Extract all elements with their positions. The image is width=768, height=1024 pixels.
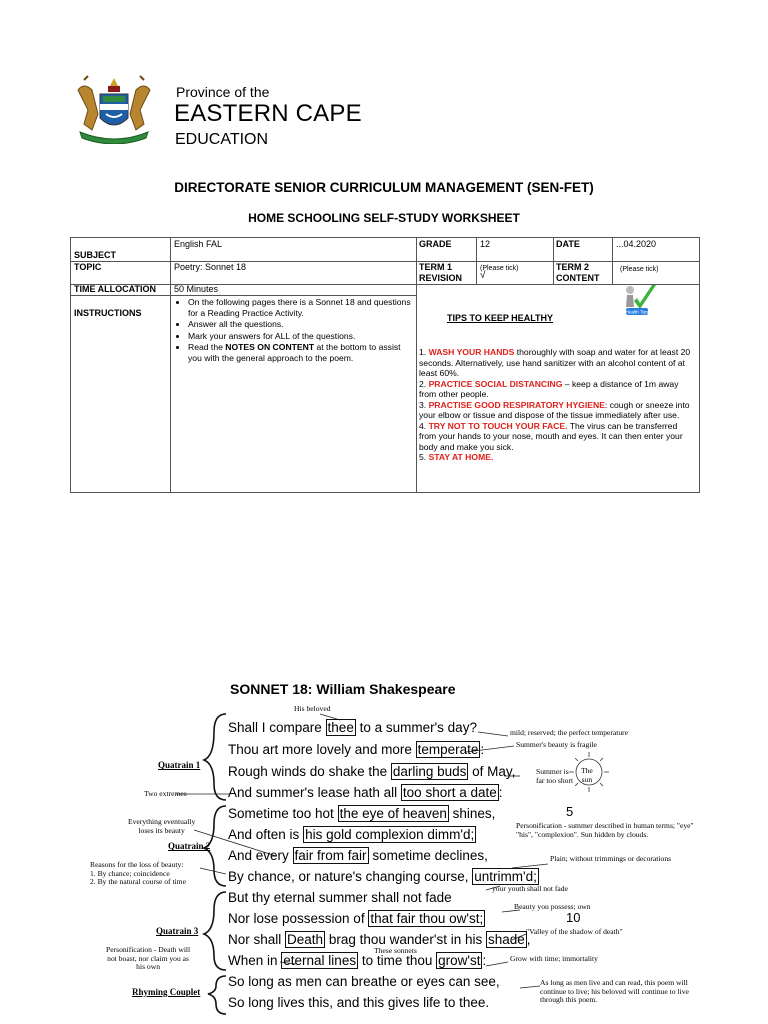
poem-line-5 [228,806,495,821]
poem-text: shines, [448,806,496,821]
boxed-word: fair from fair [294,848,367,863]
poem-line-1 [228,720,477,735]
tip-number: 1. [419,347,429,357]
time-value: 50 Minutes [174,284,219,294]
poem-text: sometime declines, [368,848,488,863]
poem-text: When in [228,953,282,968]
tip-heading: STAY AT HOME. [428,452,494,462]
poem-text: Shall I compare [228,720,326,735]
boxed-word: shade [487,932,525,947]
poem-text: Nor shall [228,932,286,947]
term1-label [419,262,462,284]
subject-label: SUBJECT [74,250,117,260]
tip-body: The virus can be transferred from your hands to your nose, mouth and eyes. It can then enter your body and make you sick. [419,420,683,452]
poem-line-12: When in eternal lines to time thou grow'st : [228,953,487,968]
annotation-mild: mild; reserved; the perfect temperature [510,728,629,737]
poem-text: Nor lose possession of [228,911,369,926]
annotation-valley: "Valley of the shadow of death" [526,927,623,936]
annotation-summer-short [536,768,573,785]
tip-number: 3. [419,399,429,410]
tip-heading: WASH YOUR HANDS [428,347,515,357]
boxed-word: temperate [417,742,479,757]
poem-text: of May, [468,764,516,779]
boxed-word: Death [287,932,324,947]
annotation-line: Reasons for the loss of beauty: [90,860,184,869]
poem-line-8 [228,869,539,884]
health-tips-caption: Health Tips [625,309,649,315]
annotation-youth: your youth shall not fade [492,884,568,893]
poem-line-13: So long as men can breathe or eyes can see, [228,974,500,989]
poem-text: And every [228,848,293,863]
rhyming-couplet-label: Rhyming Couplet [132,987,201,997]
notes-on-content-label: NOTES ON CONTENT [225,342,315,353]
poem-text: Thou art more lovely and more [228,742,416,757]
annotation-these-sonnets: These sonnets [374,946,417,955]
tip-number: 4. [419,420,429,431]
annotation-sun [581,767,593,784]
annotation-personification-sun [516,822,694,839]
term1-note: (Please tick) [480,265,519,272]
quatrain-1-label: Quatrain 1 [158,760,201,770]
coat-of-arms-logo [70,74,158,144]
health-check-icon [622,281,658,317]
tip-number: 5. [419,452,429,462]
department-sub: EDUCATION [175,131,269,148]
grade-value: 12 [480,239,491,249]
instruction-text: at the bottom to assist you with the general approach to the poem. [188,342,401,363]
tip-body: – keep a distance of 1m away from other people. [419,378,679,399]
poem-line-10 [228,911,485,926]
tip-item [419,347,695,379]
poem-text: to a summer's day? [355,720,477,735]
annotation-fragile: Summer's beauty is fragile [516,740,597,749]
boxed-word: untrimm'd; [474,869,537,884]
poem-line-3 [228,764,515,779]
sonnet-annotated-figure [90,672,740,1024]
sonnet-title: SONNET 18: William Shakespeare [230,681,456,697]
tip-item [419,400,695,421]
poem-line-9: But thy eternal summer shall not fade [228,890,452,905]
boxed-word: grow'st [438,953,481,968]
tips-title: TIPS TO KEEP HEALTHY [447,313,554,323]
term1-label-line1: TERM 1 [419,262,453,272]
annotation-line: Personification - Death will [106,945,191,954]
poem-text: And often is [228,827,304,842]
term1-label-line2: REVISION [419,273,463,283]
poem-line-11: Nor shall Death brag thou wander'st in his shade , [228,932,531,947]
tip-body: thoroughly with soap and water for at least 20 seconds. Alternatively, use hand sanitizer with an alcohol content of at least 60%. [419,347,691,378]
term2-label-line2: CONTENT [556,273,600,283]
annotation-line: 2. By the natural course of time [90,877,186,887]
tip-heading: PRACTICE SOCIAL DISTANCING [428,378,563,389]
subject-value: English FAL [174,239,223,249]
annotation-line: As long as men live and can read, this poem will [540,978,688,987]
tip-item [419,379,695,400]
instruction-item: • On the following pages there is a Sonnet 18 and questions for a Reading Practice Activity. [188,297,412,318]
poem-text: Sometime too hot [228,806,338,821]
boxed-word: darling buds [392,764,467,779]
poem-text: And summer's lease hath all [228,785,401,800]
tips-list [419,347,695,463]
boxed-word: that fair thou ow'st; [370,911,484,926]
topic-label: TOPIC [74,262,102,272]
annotation-line: loses its beauty [138,825,185,835]
directorate-title: DIRECTORATE SENIOR CURRICULUM MANAGEMENT (SEN-FET) [174,180,594,195]
date-label: DATE [556,239,580,249]
annotation-line: through this poem. [540,995,598,1005]
info-table [70,237,700,493]
annotation-his-beloved: His beloved [294,704,331,713]
annotation-line: his own [136,962,160,972]
time-label: TIME ALLOCATION [74,284,156,294]
quatrain-2-label: Quatrain 2 [168,841,211,851]
annotation-line: "his", "complexion". Sun hidden by clouds. [516,829,649,839]
annotation-as-long [540,979,689,1005]
annotation-line: Personification - summer described in human terms; "eye" [516,821,694,830]
tip-heading: TRY NOT TO TOUCH YOUR FACE. [428,420,568,431]
boxed-word: the eye of heaven [339,806,447,821]
instruction-text: Read the [188,342,226,353]
annotation-beauty-own: Beauty you possess; own [514,902,591,911]
line-number-5: 5 [566,804,574,819]
tip-heading: PRACTISE GOOD RESPIRATORY HYGIENE [428,399,605,410]
term1-tick[interactable]: √ [480,270,486,281]
annotation-line: sun [581,774,593,784]
poem-text: Rough winds do shake the [228,764,391,779]
boxed-word: eternal lines [283,953,357,968]
instruction-item: • Answer all the questions. [188,319,412,330]
date-value: ...04.2020 [616,239,657,249]
poem-line-2: Thou art more lovely and more temperate : [228,742,485,757]
line-number-10: 10 [566,910,581,925]
tip-number: 2. [419,378,429,389]
poem-text: to time thou [358,953,437,968]
annotation-grow-time: Grow with time; immortality [510,954,598,963]
poem-text: By chance, or nature's changing course, [228,869,473,884]
term2-label [556,262,600,284]
boxed-word: his gold complexion dimm'd; [305,827,475,842]
tip-item [419,452,695,463]
topic-value: Poetry: Sonnet 18 [174,262,247,272]
term2-label-line1: TERM 2 [556,262,590,272]
poem-line-7 [228,848,488,863]
annotation-line: Everything eventually [128,817,196,826]
province-label: Province of the [176,84,270,100]
poem-line-14: So long lives this, and this gives life to thee. [228,995,490,1010]
boxed-word: thee [327,720,354,735]
annotation-line: Summer is [536,767,569,776]
annotation-line: continue to live; his beloved will continue to live [540,986,689,996]
department-name: EASTERN CAPE [174,100,362,127]
grade-label: GRADE [419,239,452,249]
annotation-reasons [90,861,186,887]
term2-note: (Please tick) [620,266,659,273]
poem-text: brag thou wander'st in his [325,932,486,947]
annotation-two-extremes: Two extremes [144,789,187,798]
annotation-line: not boast, nor claim you as [107,953,189,963]
boxed-word: too short a date [402,785,497,800]
annotation-plain: Plain; without trimmings or decorations [550,854,672,863]
instruction-item [188,342,412,363]
worksheet-title: HOME SCHOOLING SELF-STUDY WORKSHEET [248,211,520,225]
instructions-label: INSTRUCTIONS [74,308,142,318]
annotation-line: 1. By chance; coincidence [90,868,170,878]
poem-line-6 [228,827,476,842]
quatrain-3-label: Quatrain 3 [156,926,199,936]
annotation-death [106,946,190,972]
instruction-item: • Mark your answers for ALL of the questions. [188,331,412,342]
annotation-everything [128,818,195,835]
instructions-list [172,297,412,365]
tip-body: : cough or sneeze into your elbow or tissue and dispose of the tissue immediately after use. [419,399,690,420]
poem-line-4: And summer's lease hath all too short a date : [228,785,503,800]
annotation-line: The [581,766,593,775]
annotation-line: far too short [536,775,574,785]
tip-item [419,421,695,453]
